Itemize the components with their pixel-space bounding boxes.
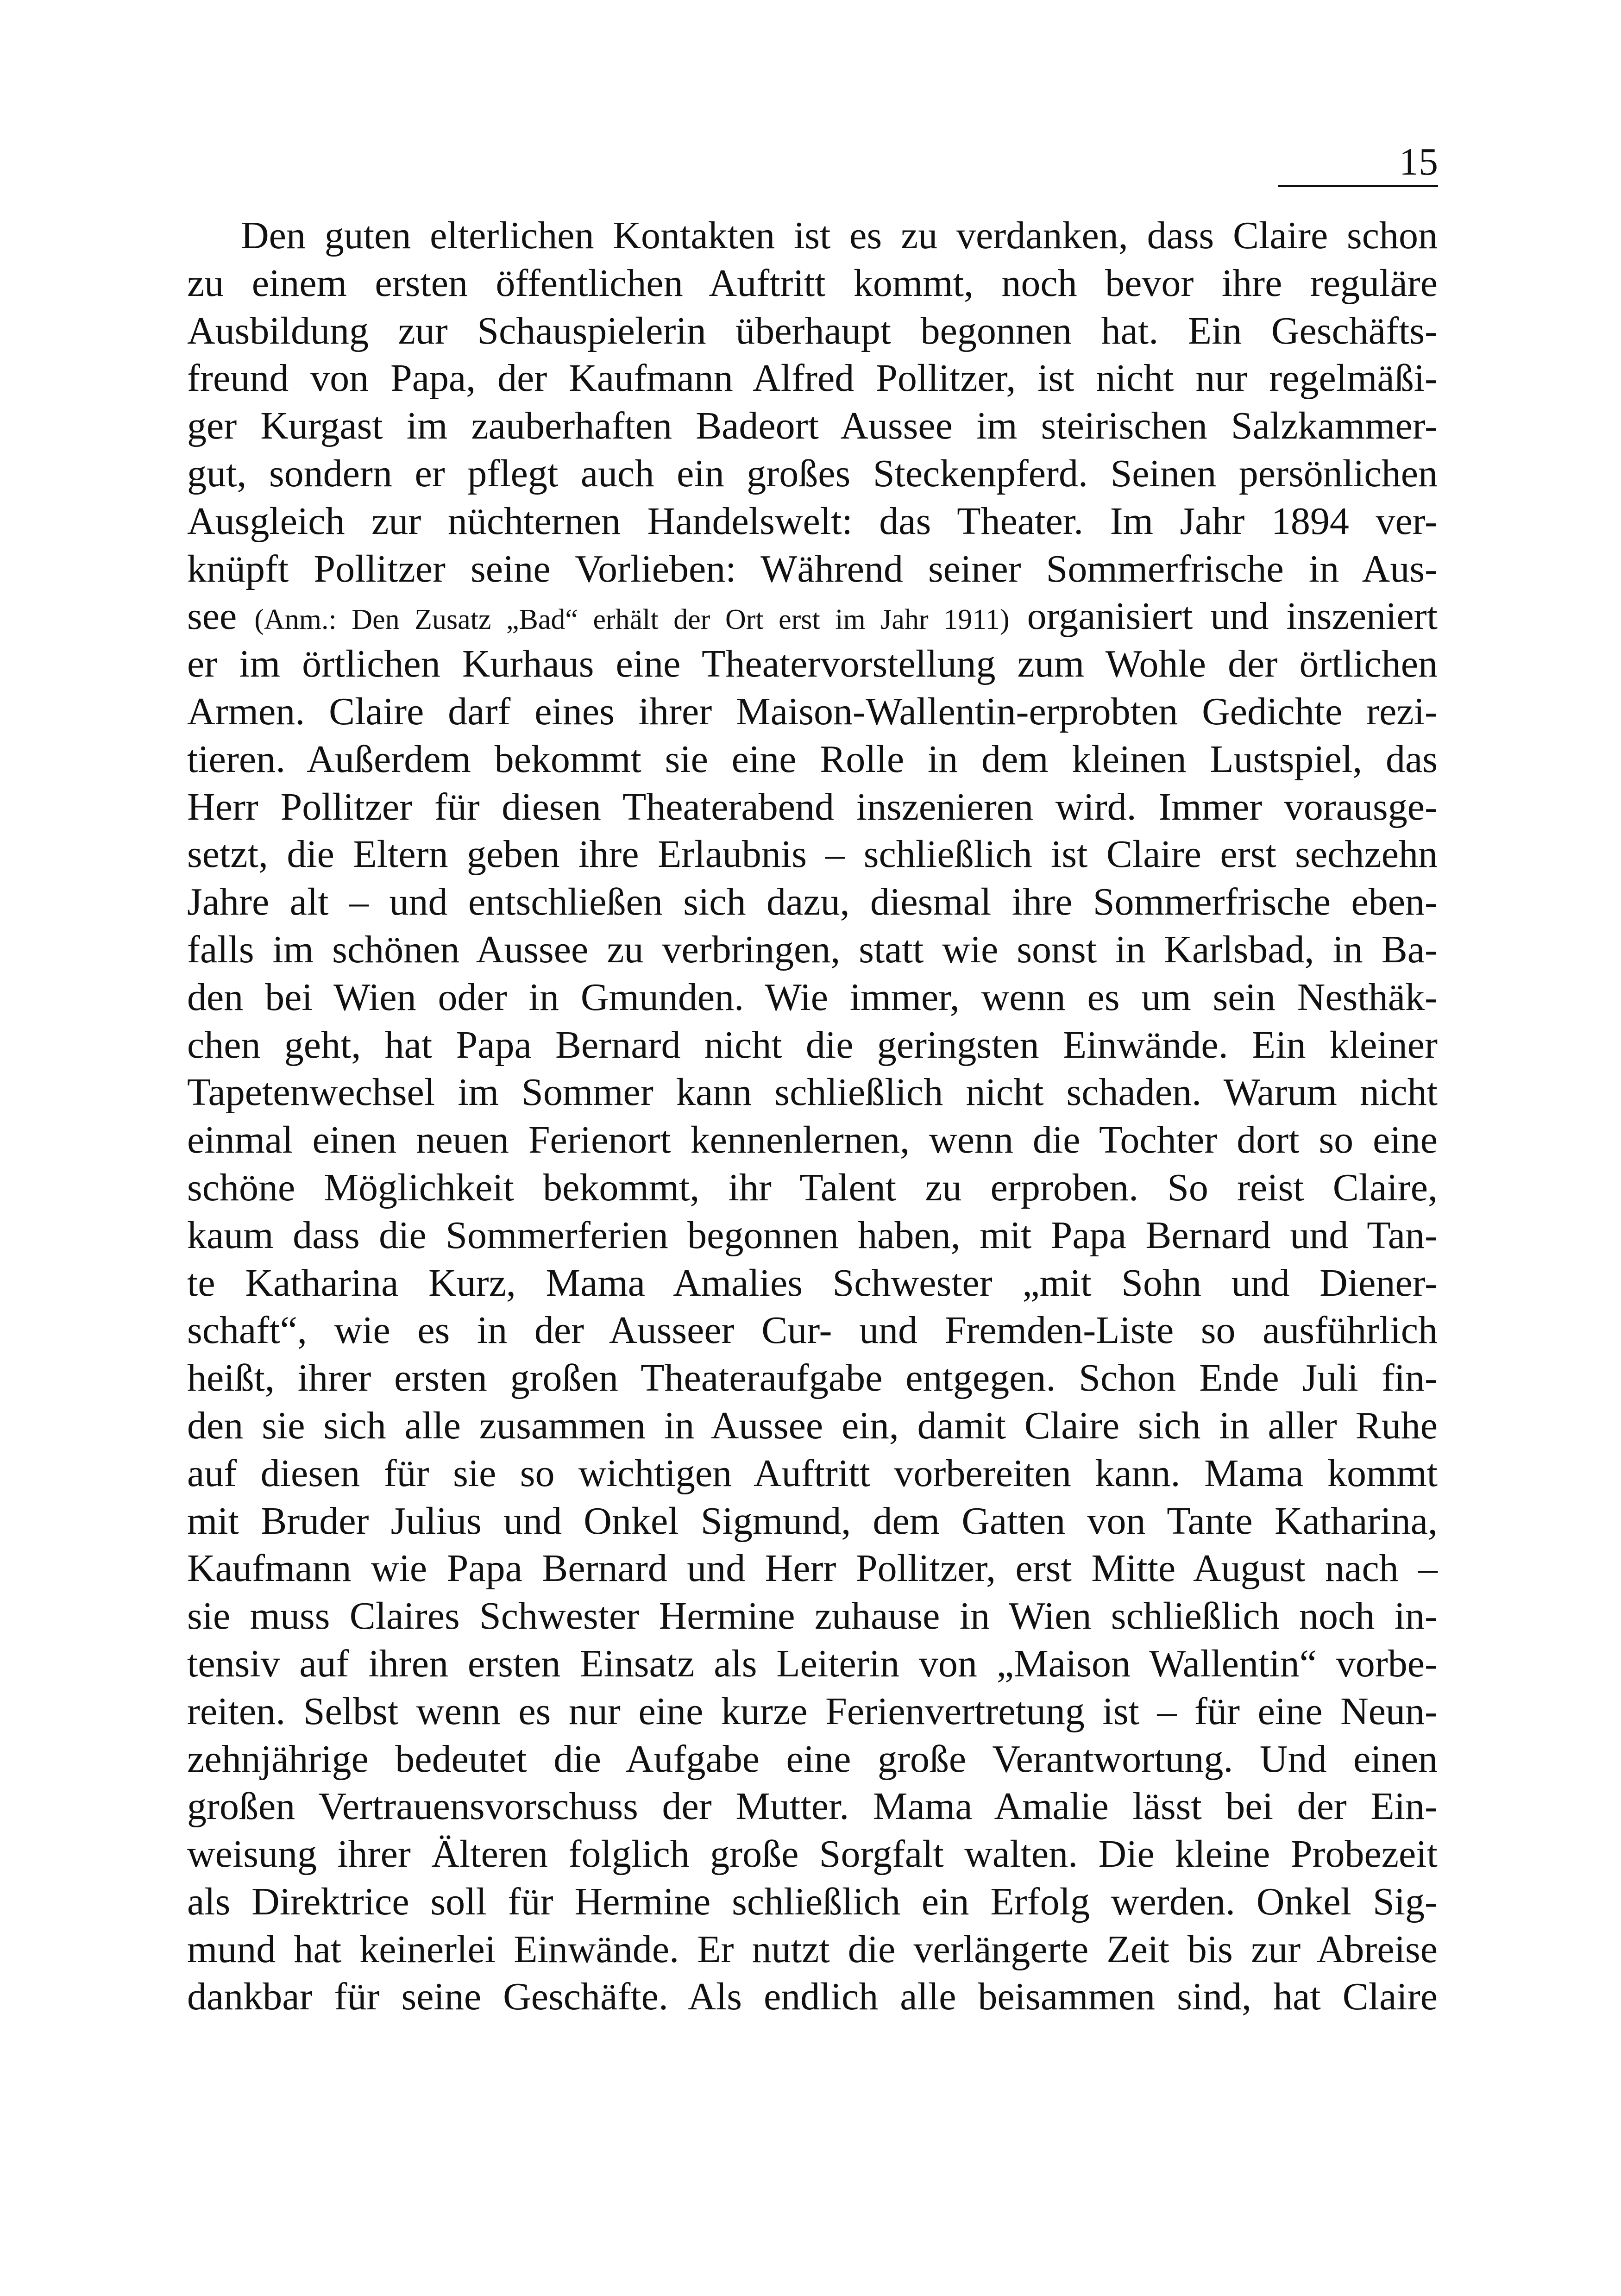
text-line: schöne Möglichkeit bekommt, ihr Talent zu erproben. So reist Claire, xyxy=(187,1166,1438,1209)
text-line: als Direktrice soll für Hermine schließlich ein Erfolg werden. Onkel Sig- xyxy=(187,1880,1438,1923)
text-line: ger Kurgast im zauberhaften Badeort Aussee im steirischen Salzkammer- xyxy=(187,404,1438,448)
text-line: auf diesen für sie so wichtigen Auftritt vorbereiten kann. Mama kommt xyxy=(187,1451,1438,1495)
text-line: knüpft Pollitzer seine Vorlieben: Während seiner Sommerfrische in Aus- xyxy=(187,547,1438,590)
text-line: den bei Wien oder in Gmunden. Wie immer, wenn es um sein Nesthäk- xyxy=(187,975,1438,1019)
text-line: er im örtlichen Kurhaus eine Theatervorstellung zum Wohle der örtlichen xyxy=(187,642,1438,686)
text-line: den sie sich alle zusammen in Aussee ein, damit Claire sich in aller Ruhe xyxy=(187,1404,1438,1447)
line-start-text: see xyxy=(187,595,237,638)
line-end-text: organisiert und inszeniert xyxy=(1027,595,1438,638)
text-line: zu einem ersten öffentlichen Auftritt kommt, noch bevor ihre reguläre xyxy=(187,261,1438,305)
text-line: chen geht, hat Papa Bernard nicht die geringsten Einwände. Ein kleiner xyxy=(187,1023,1438,1066)
text-line: Jahre alt – und entschließen sich dazu, diesmal ihre Sommerfrische eben- xyxy=(187,880,1438,924)
text-line: einmal einen neuen Ferienort kennenlernen, wenn die Tochter dort so eine xyxy=(187,1118,1438,1162)
text-line: dankbar für seine Geschäfte. Als endlich alle beisammen sind, hat Claire xyxy=(187,1975,1438,2019)
header-rule xyxy=(1278,185,1438,187)
text-line: Tapetenwechsel im Sommer kann schließlich nicht schaden. Warum nicht xyxy=(187,1071,1438,1114)
text-line: kaum dass die Sommerferien begonnen haben, mit Papa Bernard und Tan- xyxy=(187,1213,1438,1257)
annotation-note: (Anm.: Den Zusatz „Bad“ erhält der Ort erst im Jahr 1911) xyxy=(254,604,1010,636)
text-line: Kaufmann wie Papa Bernard und Herr Pollitzer, erst Mitte August nach – xyxy=(187,1547,1438,1590)
body-paragraph xyxy=(187,212,1438,2069)
text-line: setzt, die Eltern geben ihre Erlaubnis – schließlich ist Claire erst sechzehn xyxy=(187,833,1438,876)
text-line: heißt, ihrer ersten großen Theateraufgabe entgegen. Schon Ende Juli fin- xyxy=(187,1356,1438,1400)
text-line: falls im schönen Aussee zu verbringen, statt wie sonst in Karlsbad, in Ba- xyxy=(187,928,1438,971)
text-line: tensiv auf ihren ersten Einsatz als Leiterin von „Maison Wallentin“ vorbe- xyxy=(187,1642,1438,1685)
text-line: mit Bruder Julius und Onkel Sigmund, dem Gatten von Tante Katharina, xyxy=(187,1499,1438,1543)
text-line: reiten. Selbst wenn es nur eine kurze Ferienvertretung ist – für eine Neun- xyxy=(187,1689,1438,1733)
text-line: großen Vertrauensvorschuss der Mutter. Mama Amalie lässt bei der Ein- xyxy=(187,1785,1438,1828)
text-line: freund von Papa, der Kaufmann Alfred Pollitzer, ist nicht nur regelmäßi- xyxy=(187,357,1438,400)
text-line: Armen. Claire darf eines ihrer Maison-Wallentin-erprobten Gedichte rezi- xyxy=(187,690,1438,733)
page-number: 15 xyxy=(1399,140,1438,183)
text-line: tieren. Außerdem bekommt sie eine Rolle in dem kleinen Lustspiel, das xyxy=(187,737,1438,781)
text-line: Ausgleich zur nüchternen Handelswelt: das Theater. Im Jahr 1894 ver- xyxy=(187,499,1438,543)
text-line: gut, sondern er pflegt auch ein großes Steckenpferd. Seinen persönlichen xyxy=(187,452,1438,495)
text-line: schaft“, wie es in der Ausseer Cur- und Fremden-Liste so ausführlich xyxy=(187,1309,1438,1352)
text-line: Den guten elterlichen Kontakten ist es zu verdanken, dass Claire schon xyxy=(241,214,1438,257)
text-line-with-annotation xyxy=(187,593,1438,640)
text-line xyxy=(187,2021,1438,2069)
text-line: mund hat keinerlei Einwände. Er nutzt die verlängerte Zeit bis zur Abreise xyxy=(187,1927,1438,1971)
text-line: Ausbildung zur Schauspielerin überhaupt begonnen hat. Ein Geschäfts- xyxy=(187,309,1438,352)
text-line: sie muss Claires Schwester Hermine zuhause in Wien schließlich noch in- xyxy=(187,1594,1438,1638)
text-line: te Katharina Kurz, Mama Amalies Schwester „mit Sohn und Diener- xyxy=(187,1261,1438,1305)
text-line: zehnjährige bedeutet die Aufgabe eine große Verantwortung. Und einen xyxy=(187,1737,1438,1781)
text-line: weisung ihrer Älteren folglich große Sorgfalt walten. Die kleine Probezeit xyxy=(187,1832,1438,1876)
page-header xyxy=(1278,139,1438,185)
text-line: Herr Pollitzer für diesen Theaterabend inszenieren wird. Immer vorausge- xyxy=(187,785,1438,828)
